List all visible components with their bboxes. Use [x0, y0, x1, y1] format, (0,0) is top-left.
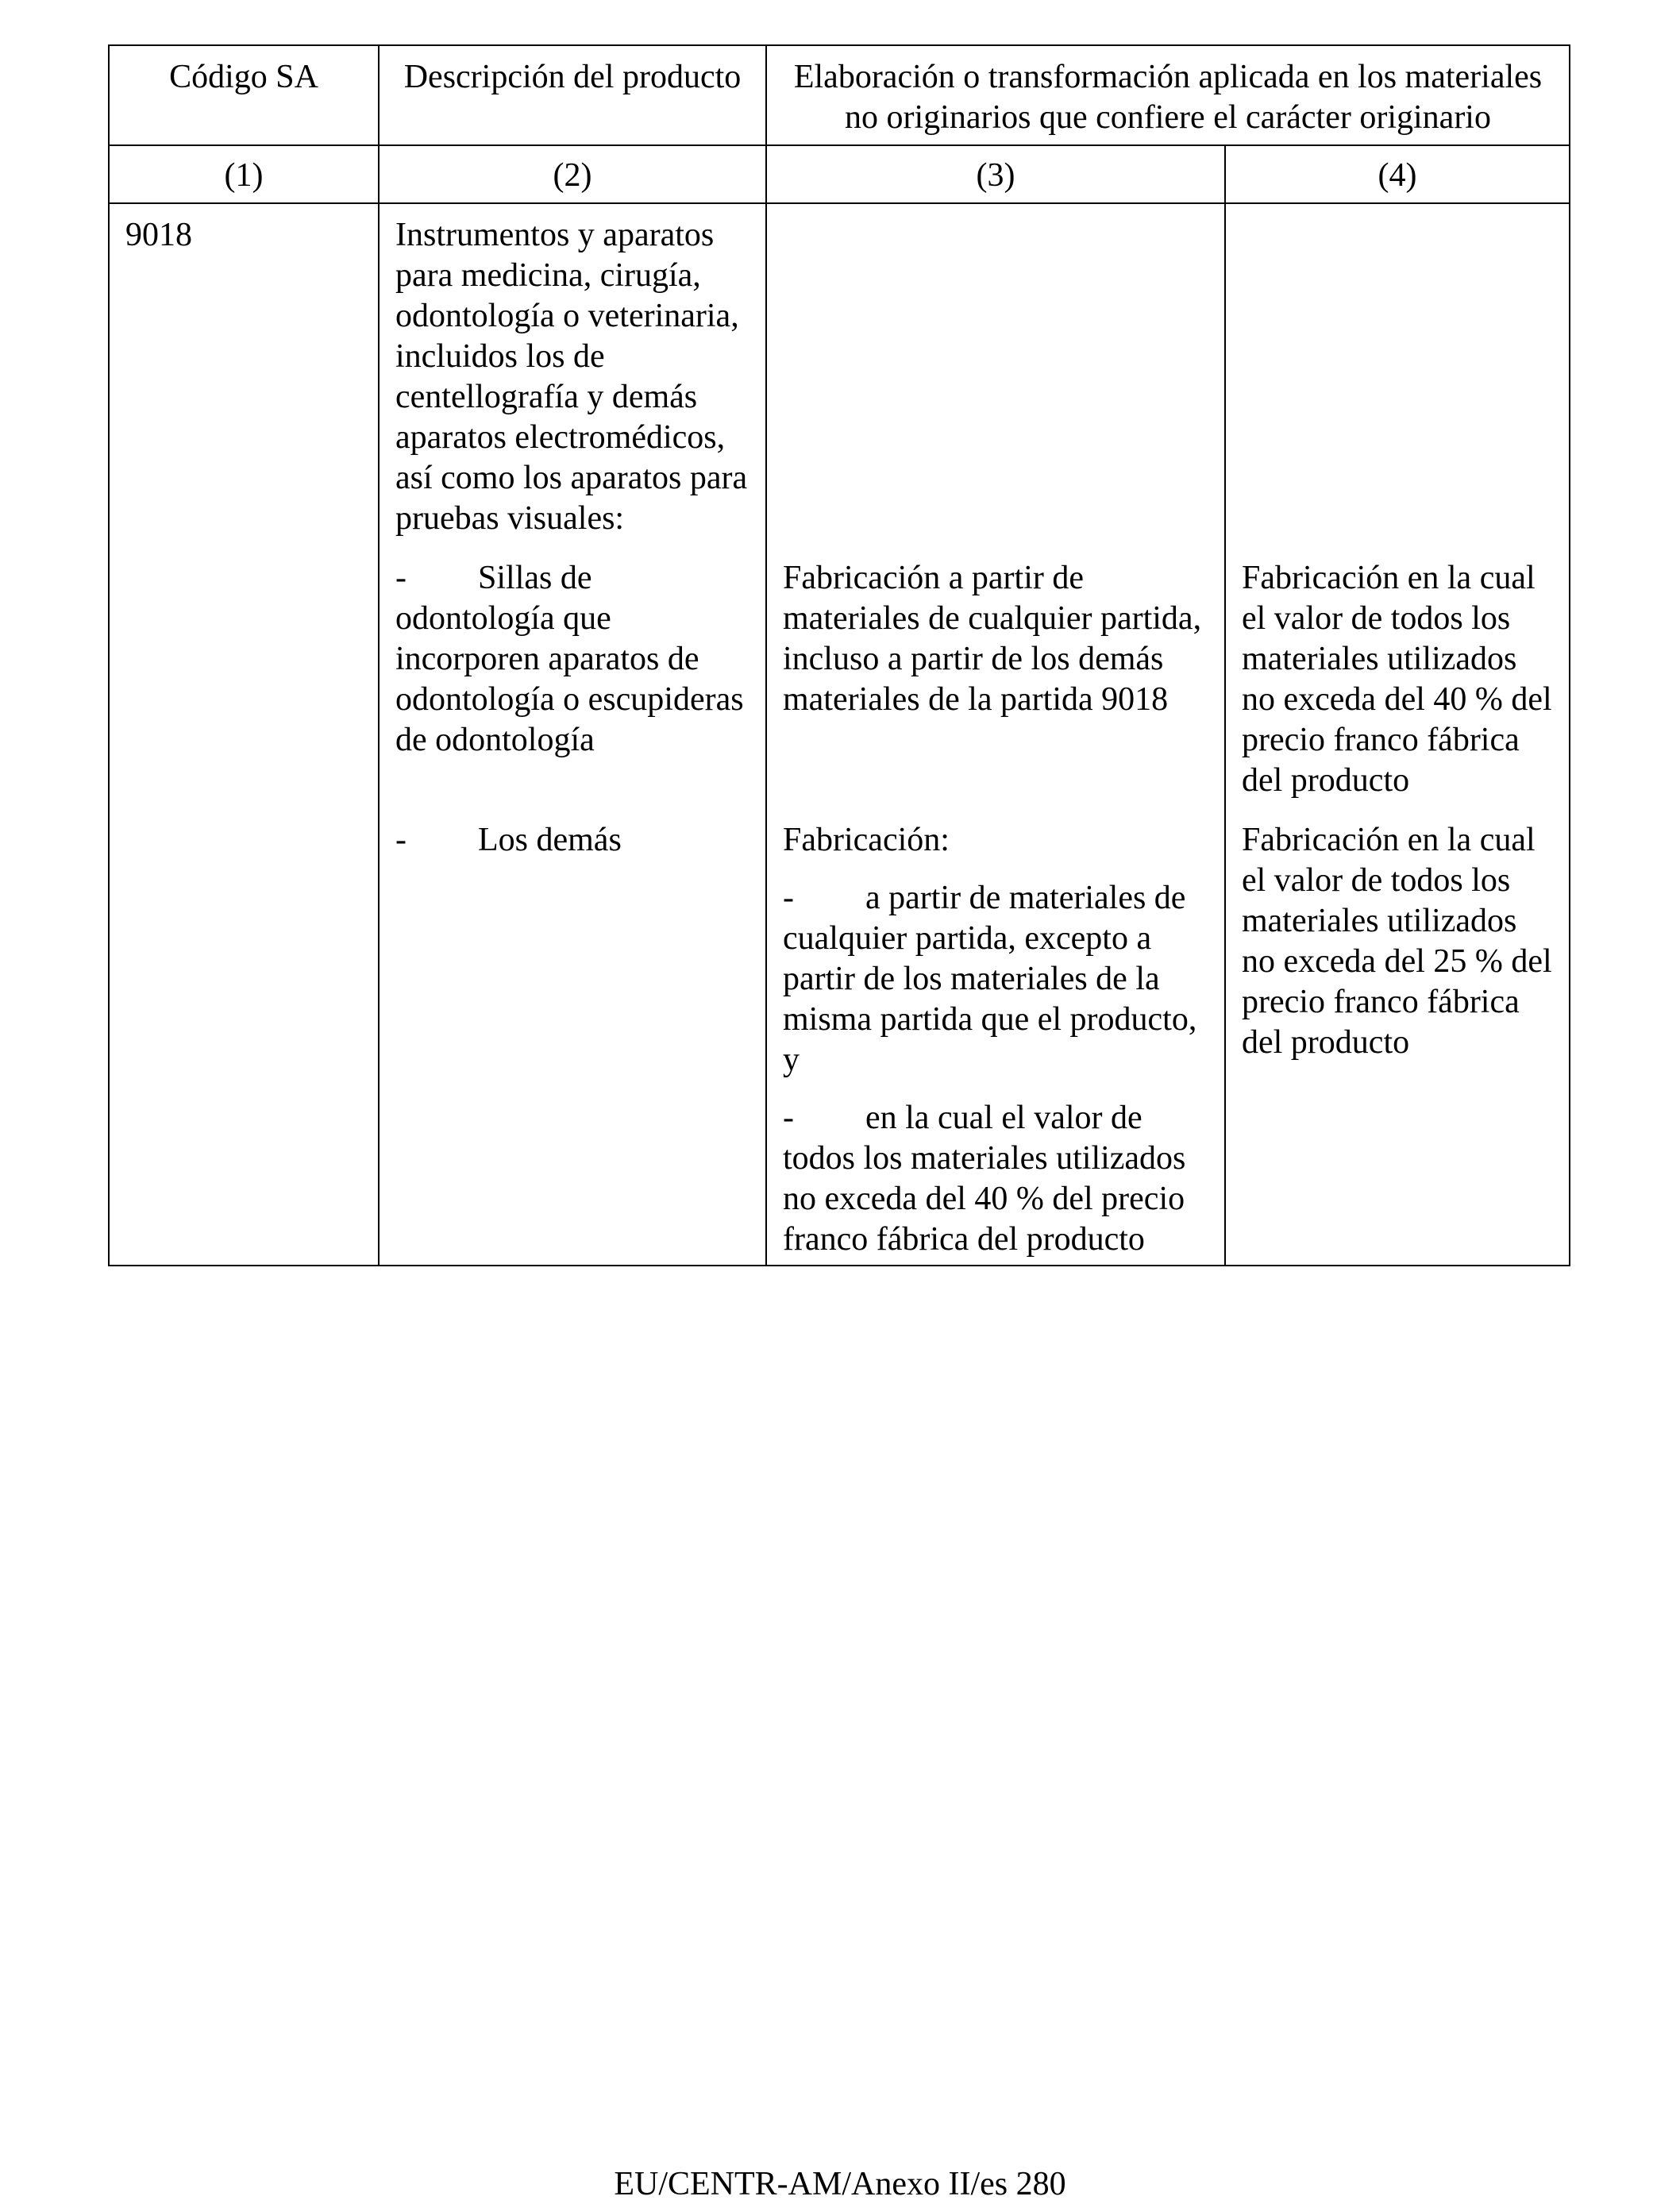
description-cell	[379, 801, 766, 1266]
rule-item-text: a partir de materiales de cualquier partida, excepto a partir de los materiales de la misma partida que el producto, y	[783, 880, 1197, 1078]
rule-col3-cell	[766, 203, 1225, 539]
column-number-4: (4)	[1225, 145, 1570, 203]
hs-code-cell: 9018	[109, 203, 379, 539]
dash-marker: -	[395, 822, 407, 858]
rule-intro: Fabricación:	[783, 822, 950, 858]
description-text: Sillas de odontología que incorporen aparatos de odontología o escupideras de odontología	[395, 560, 744, 758]
rule-item	[783, 1098, 1208, 1260]
header-description: Descripción del producto	[379, 45, 766, 145]
dash-marker: -	[783, 880, 794, 916]
table-row	[109, 203, 1570, 539]
hs-code-cell	[109, 539, 379, 801]
table-row	[109, 801, 1570, 1266]
header-row	[109, 45, 1570, 145]
rule-col4-cell: Fabricación en la cual el valor de todos los materiales utilizados no exceda del 25 % del precio franco fábrica del producto	[1225, 801, 1570, 1266]
description-cell: Instrumentos y aparatos para medicina, cirugía, odontología o veterinaria, incluidos los de centellografía y demás aparatos electromédicos, así como los aparatos para pruebas visuales:	[379, 203, 766, 539]
header-processing: Elaboración o transformación aplicada en los materiales no originarios que confiere el carácter originario	[766, 45, 1570, 145]
description-cell	[379, 539, 766, 801]
dash-marker: -	[395, 560, 407, 596]
column-number-1: (1)	[109, 145, 379, 203]
description-text: Los demás	[478, 822, 622, 858]
rule-col4-cell: Fabricación en la cual el valor de todos los materiales utilizados no exceda del 40 % del precio franco fábrica del producto	[1225, 539, 1570, 801]
rule-item	[783, 878, 1208, 1081]
table-row	[109, 539, 1570, 801]
page-footer: EU/CENTR-AM/Anexo II/es 280	[614, 2166, 1066, 2202]
rule-col3-cell	[766, 801, 1225, 1266]
column-number-row	[109, 145, 1570, 203]
header-code: Código SA	[109, 45, 379, 145]
hs-code-cell	[109, 801, 379, 1266]
rule-col3-cell: Fabricación a partir de materiales de cualquier partida, incluso a partir de los demás materiales de la partida 9018	[766, 539, 1225, 801]
rules-of-origin-table	[108, 44, 1570, 1266]
dash-marker: -	[783, 1100, 794, 1136]
rule-col4-cell	[1225, 203, 1570, 539]
column-number-2: (2)	[379, 145, 766, 203]
rule-item-text: en la cual el valor de todos los materiales utilizados no exceda del 40 % del precio franco fábrica del producto	[783, 1100, 1186, 1258]
column-number-3: (3)	[766, 145, 1225, 203]
